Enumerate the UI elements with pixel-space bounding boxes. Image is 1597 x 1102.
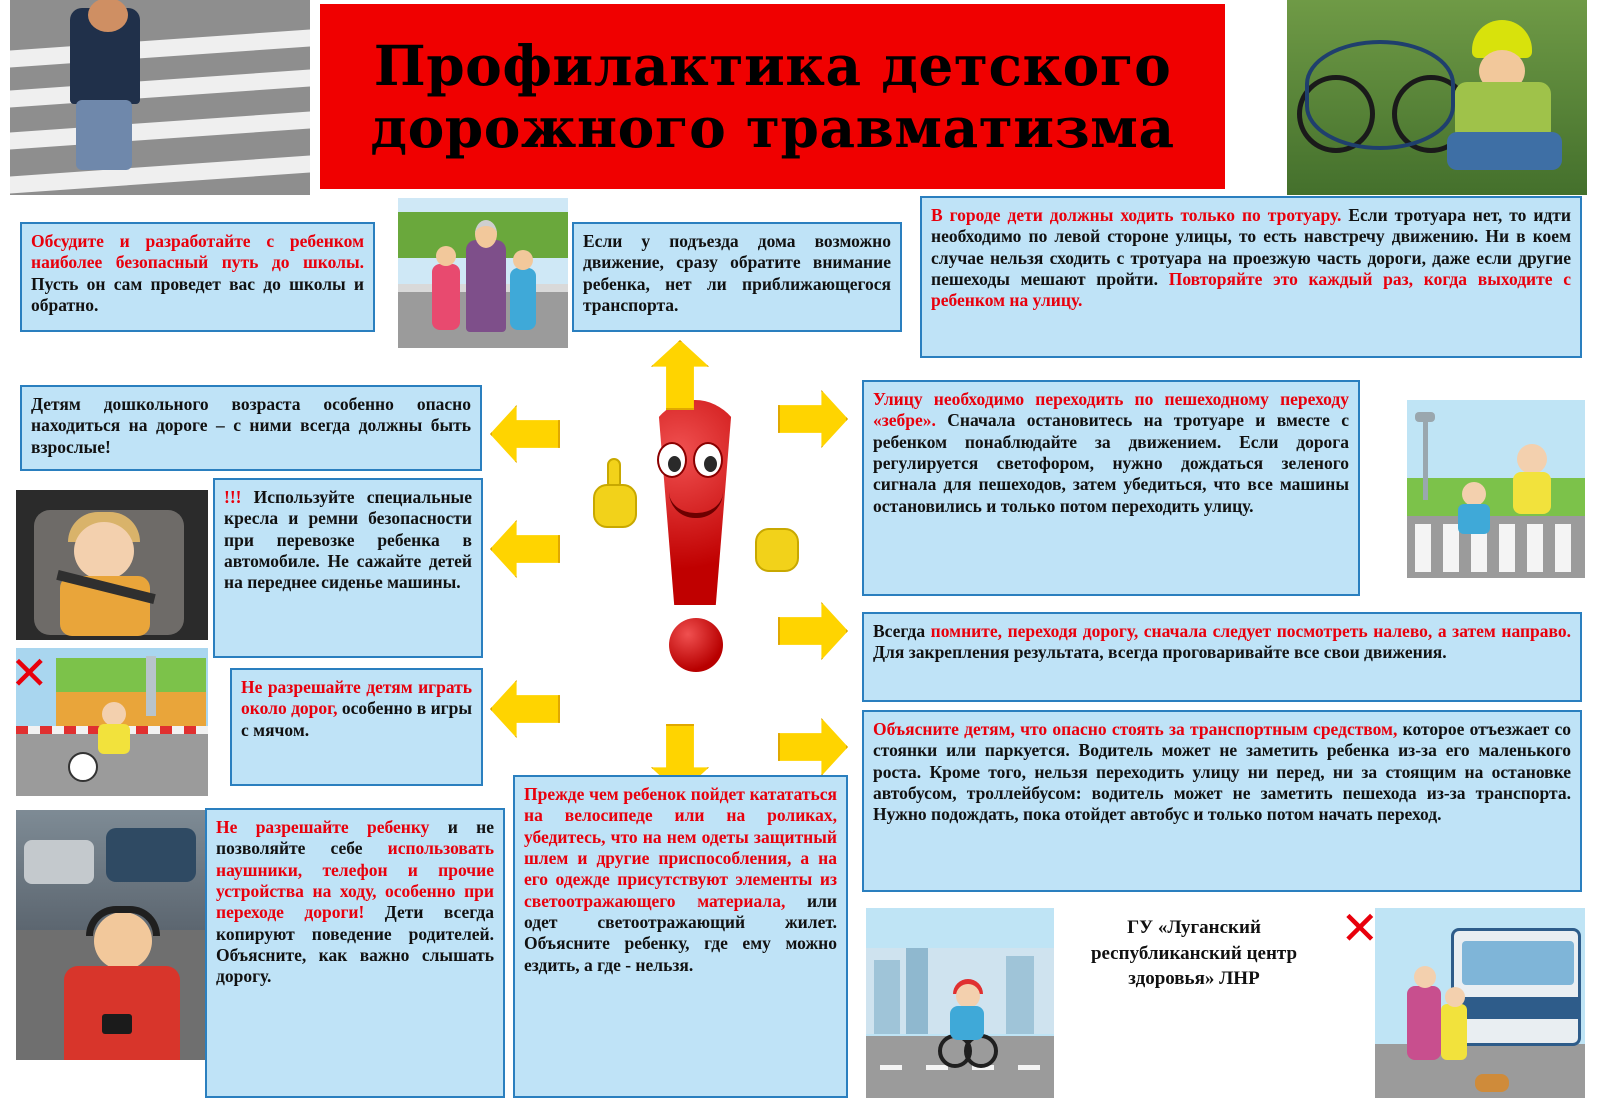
x-mark-icon: ✕ [10,646,49,700]
photo-grandmother-with-children [398,198,568,348]
tip-no-playing-near-road [230,668,483,786]
tip-text-red: Обсудите и разработайте с ребенком наиболее безопасный путь до школы. [31,231,364,273]
tip-text-red: Объясните детям, что опасно стоять за транспортным средством, [873,719,1398,739]
tip-text-red: Улицу необходимо переходить по пешеходному переходу «зебре». [873,389,1349,431]
tip-text: особенно в игры с мячом. [241,698,472,740]
fallen-child [1437,20,1567,170]
cyclist [940,984,998,1068]
tip-look-left-then-right [862,612,1582,702]
exclamation-mark-mascot [565,400,825,710]
football [68,752,98,782]
tip-walk-on-sidewalk [920,196,1582,358]
tip-text: Всегда [873,621,931,641]
tip-text: Пусть он сам проведет вас до школы и обратно. [31,273,364,316]
tip-text-red: !!! [224,487,242,507]
headphones-icon [86,906,160,936]
tip-text-red: В городе дети должны ходить только по тротуару. [931,205,1342,225]
tip-text: которое отъезжает со стоянки или паркуется. Водитель может не заметить ребенка из-за его маленького роста. Кроме того, нельзя переходить улицу ни перед, ни за стоящим на остановке автобусом, троллейбусом: водитель может не заметить пешехода из-за транспорта. Нужно подождать, пока отойдет автобус и только потом начать переход. [873,719,1572,825]
arrow-right-icon [778,718,848,776]
grandmother-figure [466,240,506,332]
tip-danger-behind-vehicle [862,710,1582,892]
page-title: Профилактика детского дорожного травматизма [370,32,1175,160]
tip-text: Дети всегда копируют поведение родителей. Объясните, как важно слышать дорогу. [216,902,494,987]
tip-no-headphones-on-road [205,808,505,1098]
arrow-left-icon [490,405,560,463]
tip-text: или одет светоотражающий жилет. Объясните ребенку, где ему можно ездить, а где - нельзя. [524,890,838,975]
tip-text-red: Повторяйте это каждый раз, когда выходите с ребенком на улицу. [931,269,1571,311]
playing-child [94,702,134,772]
girl-figure [432,264,460,330]
photo-boy-on-crosswalk [10,0,310,195]
mascot-eye-left [657,442,687,478]
tip-text-red: использовать наушники, телефон и прочие устройства на ходу, особенно при переходе дороги! [216,838,494,923]
tip-cross-at-zebra [862,380,1360,596]
child-figure [1441,1004,1467,1060]
tip-helmet-and-reflectors [513,775,848,1098]
street-lamp [1423,420,1428,500]
girl-figure [1507,444,1557,544]
tip-text: Для закрепления результата, всегда проговаривайте все свои движения. [873,642,1447,663]
tip-text: Если тротуара нет, то идти необходимо по левой стороне улицы, то есть навстречу движению. Ни в коем случае нельзя сходить с тротуара на проезжую часть дороги, даже если другие пешеходы мешают пройти. [931,205,1571,290]
mascot-hand-right [755,528,799,572]
bicycle-frame [1305,40,1455,150]
x-mark-icon: ✕ [1340,901,1379,955]
car [106,828,196,882]
tip-text: и не позволяйте себе [216,817,494,859]
child-jeans [1447,132,1562,170]
organization-credit: ГУ «Луганский республиканский центр здоровья» ЛНР [1090,917,1298,990]
smartphone-icon [102,1014,132,1034]
tip-safe-route-to-school [20,222,375,332]
photo-boy-fallen-from-bike [1287,0,1587,195]
tip-text: Сначала остановитесь на тротуаре и вместе с ребенком понаблюдайте за движением. Если дорога регулируется светофором, нужно дождаться зеленого сигнала для пешеходов, затем убедиться, что все машины остановились и только потом переходить улицу. [873,410,1349,516]
mascot-eye-right [693,442,723,478]
tip-text: Используйте специальные кресла и ремни безопасности при перевозке ребенка в автомобиле. Не сажайте детей на переднее сиденье машины. [224,487,472,593]
boy-figure [1455,482,1493,548]
arrow-left-icon [490,520,560,578]
photo-children-at-crosswalk [1407,400,1585,578]
photo-child-in-car-seat [16,490,208,640]
tip-text-red: Не разрешайте детям играть около дорог, [241,677,472,719]
grass [1407,478,1585,518]
mascot-hand-left [593,484,637,528]
adult-figure [1407,986,1441,1060]
tip-use-child-car-seat [213,478,483,658]
mascot-dot [669,618,723,672]
trolleybus [1451,928,1581,1046]
tip-text-red: Не разрешайте ребенку [216,817,430,837]
tip-text: Детям дошкольного возраста особенно опасно находиться на дороге – с ними всегда должны быть взрослые! [31,394,471,457]
boy-jeans [76,100,132,170]
boy-figure [510,268,536,330]
pole [146,656,156,716]
tip-text-red: помните, переходя дорогу, сначала следует посмотреть налево, а затем направо. [930,621,1571,641]
car [24,840,94,884]
arrow-left-icon [490,680,560,738]
photo-boy-with-headphones-and-phone [16,810,208,1060]
dog [1475,1074,1509,1092]
tip-text: Если у подъезда дома возможно движение, сразу обратите внимание ребенка, нет ли приближающегося транспорта. [583,231,891,316]
photo-boy-riding-bicycle [866,908,1054,1098]
photo-pedestrians-behind-trolleybus [1375,908,1585,1098]
child-head [74,522,134,580]
tip-house-entrance-traffic [572,222,902,332]
boy-figure [42,906,192,1060]
tip-preschoolers-need-adults [20,385,482,471]
poster-title-banner [320,4,1225,189]
tip-text-red: Прежде чем ребенок пойдет катататься на велосипеде или на роликах, убедитесь, что на нем одеты защитный шлем и другие приспособления, а на его одежде присутствуют элементы из светоотражающего материала, [524,784,837,911]
